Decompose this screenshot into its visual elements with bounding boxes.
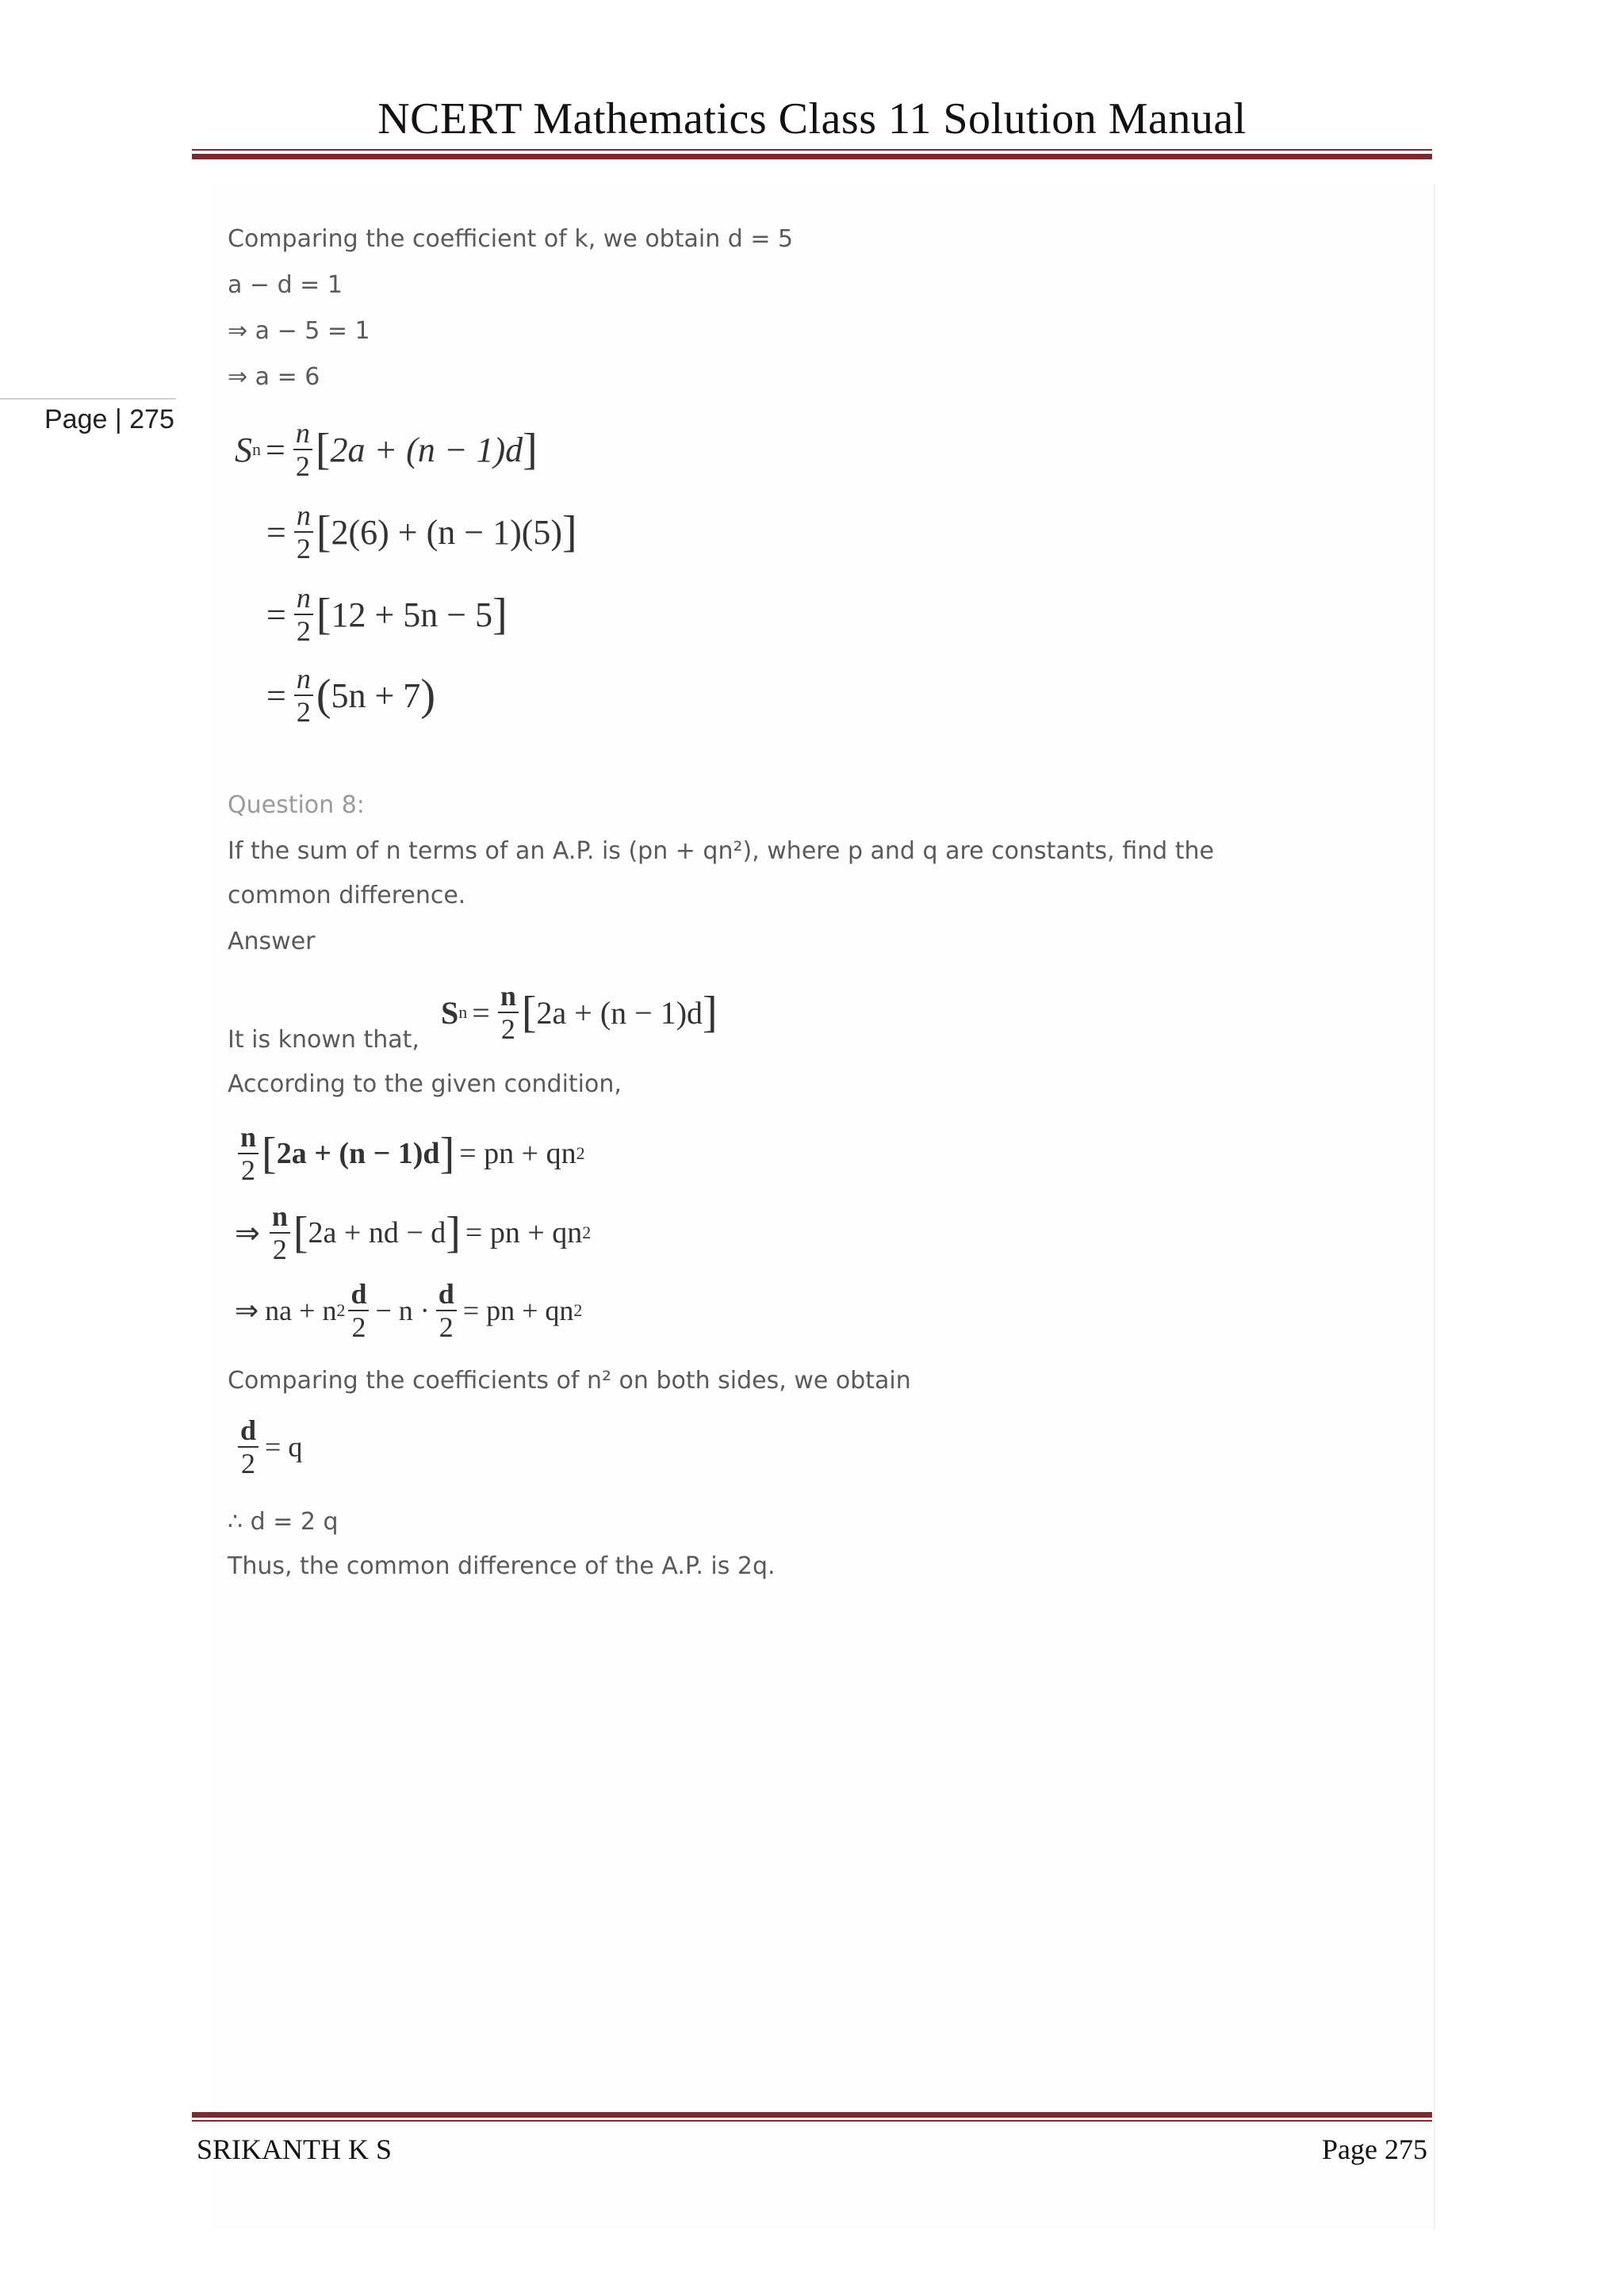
eq-sup: 2 — [582, 1223, 592, 1242]
eq-body: 2a + (n − 1)d — [330, 430, 523, 469]
fraction-numerator: n — [293, 419, 312, 450]
eq-equals: = — [266, 430, 285, 469]
eq-rhs: = q — [265, 1431, 303, 1463]
fraction — [294, 664, 313, 726]
margin-divider — [0, 398, 176, 400]
implies-arrow: ⇒ — [235, 1295, 259, 1326]
bracket-open: [ — [315, 425, 331, 474]
bracket-open: [ — [262, 1129, 277, 1178]
fraction-numerator: n — [238, 1123, 259, 1154]
eq-lhs: S — [441, 994, 459, 1031]
fraction-numerator: n — [294, 501, 313, 533]
fraction — [348, 1280, 369, 1341]
bracket-open: [ — [293, 1208, 308, 1257]
fraction — [294, 584, 313, 645]
footer-rule-thick — [192, 2112, 1432, 2118]
bracket-close: ] — [446, 1208, 461, 1257]
eq-part1: na + n — [265, 1295, 337, 1326]
eq-equals: = — [266, 675, 286, 715]
fraction-numerator: n — [294, 584, 313, 615]
equation-known-sn — [441, 982, 718, 1043]
fraction — [498, 982, 519, 1043]
fraction-denominator: 2 — [296, 533, 311, 564]
question-text-line-2: common difference. — [228, 882, 466, 909]
eq-sup1: 2 — [336, 1300, 346, 1320]
eq-lhs: S — [235, 430, 252, 469]
conclusion-text: Thus, the common difference of the A.P. is 2q. — [228, 1552, 776, 1580]
text-line-a-minus-d: a − d = 1 — [228, 271, 343, 299]
therefore-line: ∴ d = 2 q — [228, 1508, 339, 1536]
margin-page-label: Page | 275 — [44, 404, 174, 434]
equation-condition-2 — [235, 1202, 591, 1264]
eq-body: 2a + (n − 1)d — [536, 994, 703, 1031]
bracket-open: [ — [316, 590, 331, 639]
bracket-close: ] — [562, 507, 577, 557]
fraction-numerator: n — [498, 982, 519, 1013]
bracket-open: [ — [521, 988, 537, 1037]
page-title: NCERT Mathematics Class 11 Solution Manual — [377, 94, 1247, 144]
fraction-denominator: 2 — [241, 1154, 256, 1186]
fraction-denominator: 2 — [351, 1311, 366, 1343]
bracket-open: [ — [316, 507, 331, 557]
eq-sup: 2 — [576, 1143, 585, 1163]
fraction-numerator: n — [270, 1202, 290, 1234]
question-label: Question 8: — [228, 791, 365, 819]
text-line-coefficient-k: Comparing the coefficient of k, we obtain d = 5 — [228, 225, 794, 253]
footer-author: SRIKANTH K S — [197, 2133, 393, 2165]
header-rule-thin — [192, 149, 1432, 151]
bracket-close: ] — [492, 590, 508, 639]
eq-sub: n — [458, 1002, 468, 1022]
equation-sn-step-4 — [266, 664, 435, 726]
bracket-close: ] — [703, 988, 718, 1037]
fraction-numerator: n — [294, 664, 313, 696]
footer-page-number: Page 275 — [1322, 2133, 1427, 2165]
eq-equals: = — [266, 512, 286, 552]
fraction-denominator: 2 — [241, 1448, 256, 1479]
equation-sn-formula — [235, 419, 538, 480]
answer-label: Answer — [228, 928, 316, 955]
fraction-numerator: d — [238, 1416, 259, 1448]
equation-sn-step-3 — [266, 584, 508, 645]
eq-rhs: = pn + qn — [465, 1216, 583, 1249]
fraction-numerator: d — [348, 1280, 369, 1311]
fraction-denominator: 2 — [296, 696, 311, 728]
paren-close: ) — [420, 671, 435, 720]
fraction-denominator: 2 — [439, 1311, 454, 1343]
eq-body: 2a + nd − d — [308, 1216, 446, 1249]
bracket-close: ] — [523, 425, 538, 474]
fraction — [436, 1280, 457, 1341]
fraction — [238, 1123, 259, 1184]
fraction-denominator: 2 — [295, 450, 310, 482]
condition-text: According to the given condition, — [228, 1070, 622, 1098]
implies-arrow: ⇒ — [235, 1216, 260, 1250]
eq-body: 2a + (n − 1)d — [276, 1137, 440, 1170]
fraction-numerator: d — [436, 1280, 457, 1311]
eq-equals: = — [266, 595, 286, 634]
text-line-a-equals-6: ⇒ a = 6 — [228, 363, 320, 391]
eq-equals: = — [472, 994, 490, 1031]
paren-open: ( — [316, 671, 331, 720]
equation-sn-step-2 — [266, 501, 577, 563]
equation-condition-1 — [235, 1123, 585, 1184]
fraction-denominator: 2 — [500, 1013, 515, 1045]
footer-rule-thin — [192, 2120, 1432, 2122]
fraction — [294, 501, 313, 563]
fraction — [238, 1416, 259, 1478]
eq-sup: 2 — [573, 1300, 583, 1320]
question-text-line-1: If the sum of n terms of an A.P. is (pn + qn²), where p and q are constants, find the — [228, 837, 1214, 865]
bracket-close: ] — [439, 1129, 455, 1178]
eq-sub: n — [252, 439, 261, 459]
compare-text: Comparing the coefficients of n² on both sides, we obtain — [228, 1367, 911, 1395]
eq-body: 12 + 5n − 5 — [331, 595, 493, 634]
eq-rhs: = pn + qn — [462, 1295, 574, 1326]
text-line-a-minus-5: ⇒ a − 5 = 1 — [228, 317, 370, 345]
fraction — [270, 1202, 290, 1264]
header-rule-thick — [192, 154, 1432, 159]
eq-rhs: = pn + qn — [459, 1137, 576, 1170]
fraction-denominator: 2 — [272, 1234, 287, 1265]
equation-d-over-2 — [235, 1416, 302, 1478]
known-text: It is known that, — [228, 1026, 419, 1054]
eq-part2: − n · — [375, 1295, 430, 1326]
fraction — [293, 419, 312, 480]
eq-body: 2(6) + (n − 1)(5) — [331, 512, 563, 552]
fraction-denominator: 2 — [296, 615, 311, 647]
equation-condition-3 — [235, 1280, 582, 1341]
eq-body: 5n + 7 — [331, 675, 421, 715]
